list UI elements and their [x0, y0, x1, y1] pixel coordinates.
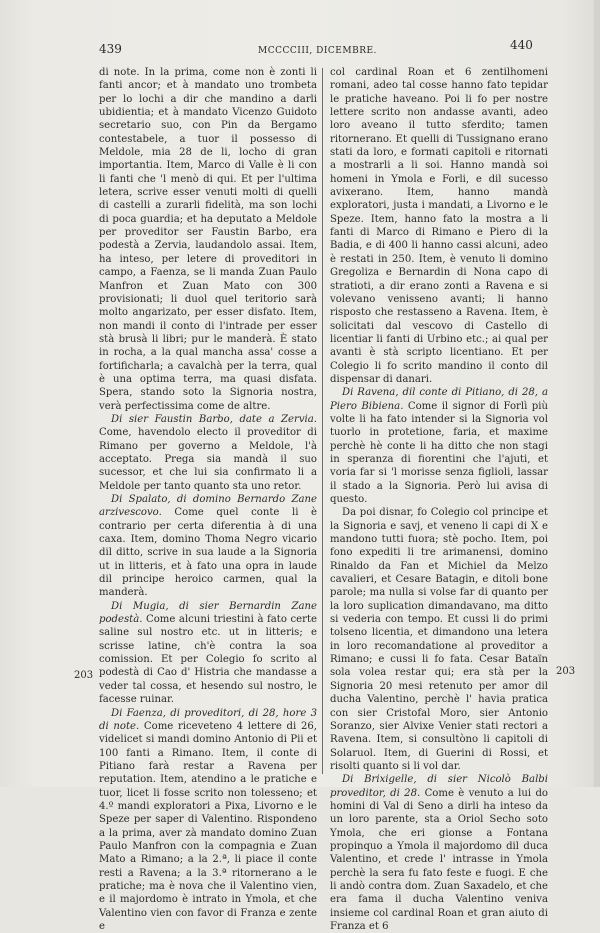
right-column-text	[330, 66, 548, 778]
paragraph-text: Come riceveteno 4 lettere di 26, videlicet si mandi domino Antonio di Pii et 100 fanti a Rimano. Item, il conte di Pitiano farà restar a Ravena per reputation. Item, atendino a le pratiche e tuor, licet li fosse scrito non tolesseno; et 4.º mandi exploratori a Pixa, Livorno e le Speze per saper di Valentino. Rispondeno a la prima, aver zà mandato domino Zuan Paulo Manfron con la compagnia e Zuan Mato a Rimano; a la 2.ª, li piace il conte resti a Ravena; a la 3.ª ritornerano a le pratiche; ma è nova che il Valentino vien, e il majordomo è intrato in Ymola, et che Valentino vien con favor di Franza e zente e	[99, 721, 317, 932]
sheet-edge	[594, 0, 600, 787]
column-divider	[322, 68, 323, 774]
paragraph-text: di note. In la prima, come non è zonti li fanti ancor; et à mandato uno trombeta per lo lochi a dir che mandino a darli ubidientia; et à mandato Vicenzo Guidoto secretario suo, con Pin da Bergamo contestabele, a tuor il possesso di Meldole, mia 28 de li, locho di gran importantia. Item, Marco di Valle è li con li fanti che 'l menò di qui. Et per l'ultima letera, scrive esser venuti molti di quelli di castelli a zurarli fidelità, ma son lochi di poca guardia; et ha deputato a Meldole per proveditor ser Faustin Barbo, era podestà a Zervia, laudandolo assai. Item, ha inteso, per letere di proveditori in campo, a Faenza, se li manda Zuan Paulo Manfron et Zuan Mato con 300 provisionati; li duol quel teritorio sarà molto angarizato, per esser disfato. Item, non mandi il conto di l'intrade per esser stà brusà li libri; pur le manderà. È stato in rocha, a la qual mancha assa' cosse a fortificharla; a cavalchà per la terra, qual è una optima terra, ma quasi disfata. Spera, stando soto la Signoria nostra, verà perfectissima come de altre.	[99, 67, 317, 412]
paragraph	[99, 493, 317, 600]
entry-heading: Di Spalato, di domino Bernardo Zane arzivescovo.	[99, 494, 317, 518]
paragraph	[330, 773, 548, 933]
page-number-left: 439	[99, 42, 122, 56]
paragraph	[99, 413, 317, 493]
entry-heading: Di Brixigelle, di sier Nicolò Balbi proveditor, di 28.	[330, 774, 548, 798]
left-column-text	[99, 66, 317, 778]
paragraph-text: col cardinal Roan et 6 zentilhomeni romani, adeo tal cosse hanno fato tepidar le pratiche haveano. Poi li fo per nostre lettere scrito non andasse avanti, adeo loro aveano il tutto sferdito; tamen ritornerano. Et quelli di Tussignano erano stati da loro, e formati capitoli e ritornati a mostrarli a li soi. Hanno mandà soi homeni in Ymola e Forli, e dil sucesso avixerano. Item, hanno mandà exploratori, justa i mandati, a Livorno e le Speze. Item, hanno fato la mostra a li fanti di Marco di Rimano e Piero di la Badia, e di 400 li hanno cassi alcuni, adeo è restati in 250. Item, è venuto li domino Gregoliza e Bernardin di Nona capo di stratioti, a dir erano zonti a Ravena e si volevano venisseno avanti; li hanno risposto che restasseno a Ravena. Item, è solicitati dal vescovo di Castello di licentiar li fanti di Urbino etc.; ai qual per avanti è stà scripto licentiano. Et per Colegio li fo scrito mandino il conto dil dispensar di danari.	[330, 67, 548, 385]
entry-heading: Di Ravena, dil conte di Pitiano, di 28, a Piero Bibiena.	[330, 387, 548, 411]
paragraph-text: Come alcuni triestini à fato certe saline sul nostro etc. ut in litteris; e scrisse latine, ch'è contra la soa comission. Et per Colegio fo scrito al podestà di Cao d' Histria che mandasse a veder tal cossa, et hesendo sul nostro, le facesse ruinar.	[99, 614, 317, 705]
margin-note-left: 203	[74, 670, 93, 681]
margin-note-right: 203	[556, 666, 575, 677]
entry-heading: Di sier Faustin Barbo, date a Zervia.	[111, 414, 317, 425]
paragraph-text: Come quel conte li è contrario per certa diferentia à di una caxa. Item, domino Thoma Negro vicario dil ditto, scrive in sua laude a la Signoria ut in litteris, et à fato una opra in laude dil principe heroico carmen, qual la manderà.	[99, 507, 317, 598]
paragraph-text: Come è venuto a lui do homini di Val di Seno a dirli ha inteso da un loro parente, sta a Oriol Secho soto Ymola, che eri gionse a Fontana propinquo a Ymola il majordomo dil duca Valentino, et crede l' intrasse in Ymola perchè la sera fu fato feste e fuogi. E che li andò contra dom. Zuan Saxadelo, et che era fama il ducha Valentino veniva insieme col cardinal Roan et gran aiuto di Franza et 6	[330, 788, 548, 932]
paragraph-text: Come il signor di Forlì più volte li ha fato intender si la Signoria vol tuorlo in protetione, faria, et maxime perchè hè conte li ha ditto che non stagi in speranza di fiorentini che l'ajuti, et voria far si 'l morisse senza figlioli, lassar il stado a la Signoria. Però lui avisa di questo.	[330, 401, 548, 505]
running-title: MCCCCIII, DICEMBRE.	[258, 46, 377, 56]
paragraph	[330, 506, 548, 773]
page-number-right: 440	[510, 38, 533, 52]
paragraph	[330, 386, 548, 506]
paragraph-text: Come, havendolo electo il proveditor di Rimano per governo a Meldole, l'à acceptato. Prega sia mandà il suo sucessor, et che lui sia confirmato li a Meldole per tanto quanto sta uno retor.	[99, 427, 317, 491]
paragraph	[99, 66, 317, 413]
paragraph	[99, 600, 317, 707]
page-header	[0, 38, 600, 58]
entry-heading: Di Mugia, di sier Bernardin Zane podestà.	[99, 601, 317, 625]
paragraph-text: Da poi disnar, fo Colegio col principe et la Signoria e savj, et veneno li capi di X e mandono tutti fuora; stè pocho. Item, poi fono expediti li tre arimanensi, domino Rinaldo da Fan et Michiel da Melzo cavalieri, et Cesare Batagin, e ditoli bone parole; ma nulla si volse far di quanto per la loro suplication dimandavano, ma ditto si vederia con tempo. Et cussi li do primi tolseno licentia, et dimandono una letera in loro recomandatione al proveditor a Rimano; e cussi li fo fata. Cesar Bataïn sola volea restar qui; era stà per la Signoria 20 mesi retenuto per amor dil ducha Valentino, perchè l' havia pratica con sier Cristofal Moro, sier Antonio Soranzo, sier Alvixe Venier stati rectori a Ravena. Item, si consultòno li capitoli di Solaruol. Item, di Guerini di Rossi, et risolti quanto si li vol dar.	[330, 507, 548, 772]
entry-heading: Di Faenza, di proveditori, di 28, hore 3 di note.	[99, 708, 317, 732]
paragraph	[99, 707, 317, 933]
paragraph	[330, 66, 548, 386]
